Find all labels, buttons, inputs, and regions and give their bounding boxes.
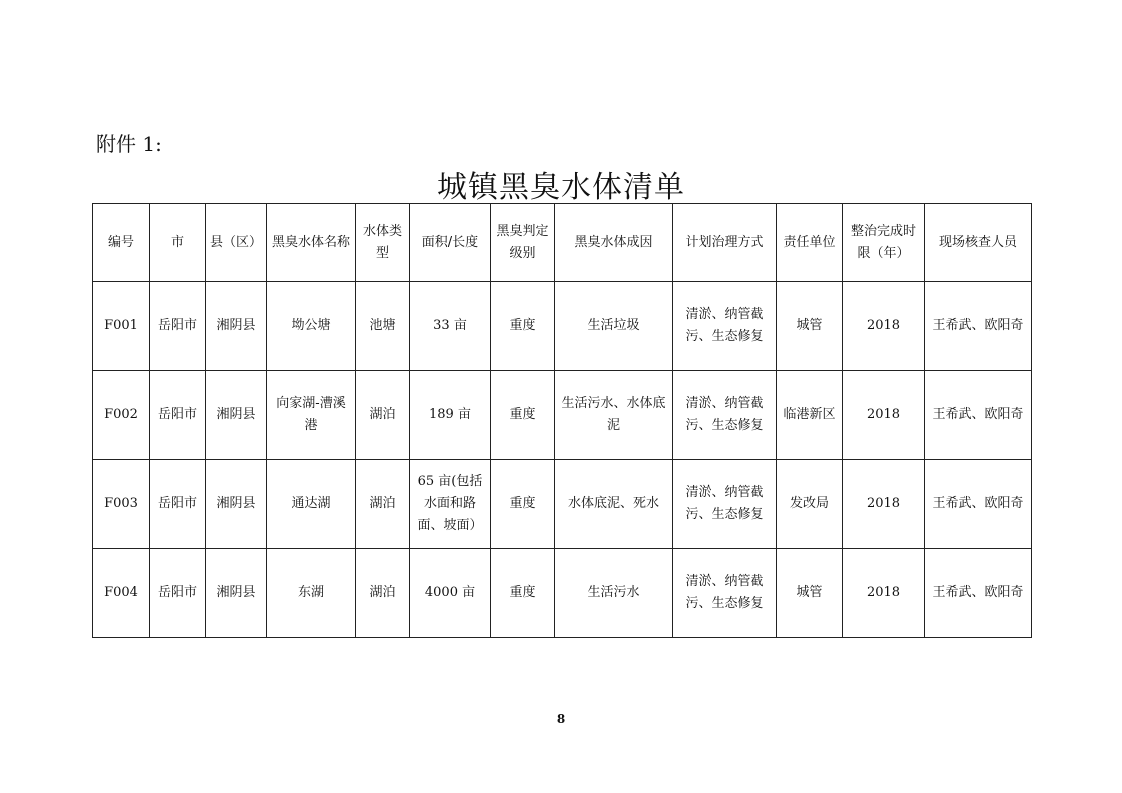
cell-area: 33 亩 <box>410 282 491 371</box>
cell-name: 坳公塘 <box>267 282 356 371</box>
cell-id: F004 <box>93 549 150 638</box>
cell-id: F001 <box>93 282 150 371</box>
cell-inspectors: 王希武、欧阳奇 <box>925 371 1032 460</box>
cell-type: 湖泊 <box>356 460 410 549</box>
header-cell: 黑臭水体名称 <box>267 204 356 282</box>
cell-city: 岳阳市 <box>150 549 206 638</box>
cell-area: 4000 亩 <box>410 549 491 638</box>
cell-method: 清淤、纳管截污、生态修复 <box>673 282 777 371</box>
cell-city: 岳阳市 <box>150 460 206 549</box>
cell-city: 岳阳市 <box>150 282 206 371</box>
header-cell: 责任单位 <box>777 204 843 282</box>
table-row <box>93 282 1032 371</box>
header-cell: 水体类型 <box>356 204 410 282</box>
cell-cause: 生活污水 <box>555 549 673 638</box>
header-cell: 现场核查人员 <box>925 204 1032 282</box>
cell-type: 湖泊 <box>356 549 410 638</box>
water-body-table <box>92 203 1032 638</box>
cell-cause: 生活污水、水体底泥 <box>555 371 673 460</box>
table-row <box>93 549 1032 638</box>
cell-area: 65 亩(包括水面和路面、坡面） <box>410 460 491 549</box>
cell-deadline: 2018 <box>843 371 925 460</box>
header-cell: 计划治理方式 <box>673 204 777 282</box>
cell-type: 池塘 <box>356 282 410 371</box>
cell-county: 湘阴县 <box>206 282 267 371</box>
cell-deadline: 2018 <box>843 549 925 638</box>
cell-name: 东湖 <box>267 549 356 638</box>
cell-unit: 城管 <box>777 549 843 638</box>
table-header-row <box>93 204 1032 282</box>
cell-level: 重度 <box>491 282 555 371</box>
cell-unit: 发改局 <box>777 460 843 549</box>
header-cell: 整治完成时限（年） <box>843 204 925 282</box>
header-cell: 编号 <box>93 204 150 282</box>
cell-name: 通达湖 <box>267 460 356 549</box>
cell-level: 重度 <box>491 460 555 549</box>
cell-inspectors: 王希武、欧阳奇 <box>925 460 1032 549</box>
table-row <box>93 371 1032 460</box>
header-cell: 县（区） <box>206 204 267 282</box>
cell-deadline: 2018 <box>843 460 925 549</box>
header-cell: 黑臭判定级别 <box>491 204 555 282</box>
header-cell: 面积/长度 <box>410 204 491 282</box>
cell-level: 重度 <box>491 371 555 460</box>
cell-level: 重度 <box>491 549 555 638</box>
table-row <box>93 460 1032 549</box>
cell-inspectors: 王希武、欧阳奇 <box>925 549 1032 638</box>
cell-county: 湘阴县 <box>206 549 267 638</box>
cell-county: 湘阴县 <box>206 460 267 549</box>
attachment-label: 附件 1: <box>96 132 162 156</box>
cell-cause: 水体底泥、死水 <box>555 460 673 549</box>
cell-id: F002 <box>93 371 150 460</box>
cell-city: 岳阳市 <box>150 371 206 460</box>
cell-type: 湖泊 <box>356 371 410 460</box>
page-number: 8 <box>556 712 566 726</box>
cell-cause: 生活垃圾 <box>555 282 673 371</box>
cell-deadline: 2018 <box>843 282 925 371</box>
cell-method: 清淤、纳管截污、生态修复 <box>673 371 777 460</box>
cell-unit: 城管 <box>777 282 843 371</box>
cell-name: 向家湖-漕溪港 <box>267 371 356 460</box>
cell-county: 湘阴县 <box>206 371 267 460</box>
cell-inspectors: 王希武、欧阳奇 <box>925 282 1032 371</box>
header-cell: 市 <box>150 204 206 282</box>
header-cell: 黑臭水体成因 <box>555 204 673 282</box>
cell-method: 清淤、纳管截污、生态修复 <box>673 549 777 638</box>
cell-method: 清淤、纳管截污、生态修复 <box>673 460 777 549</box>
cell-area: 189 亩 <box>410 371 491 460</box>
cell-id: F003 <box>93 460 150 549</box>
cell-unit: 临港新区 <box>777 371 843 460</box>
document-title: 城镇黑臭水体清单 <box>437 170 685 205</box>
